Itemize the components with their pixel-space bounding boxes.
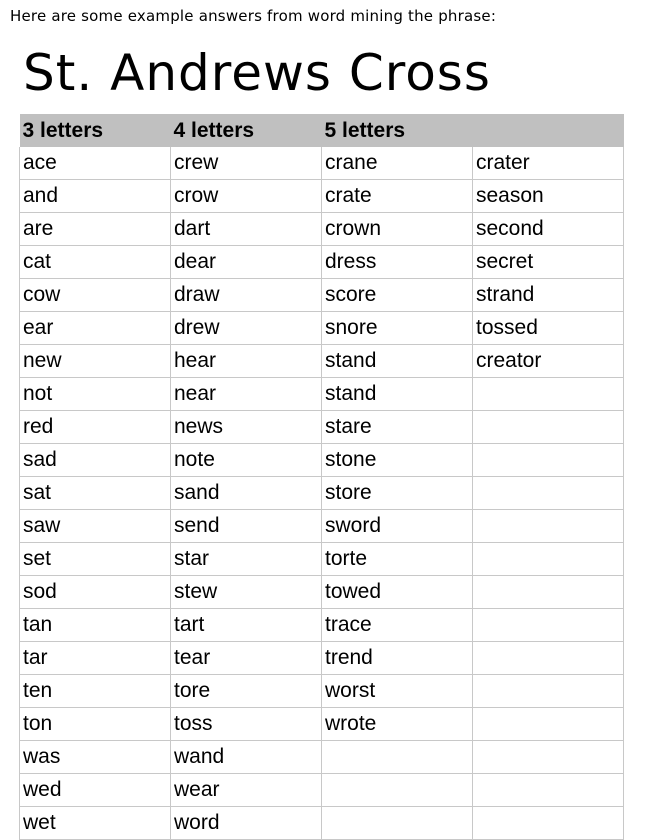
table-row [20, 708, 624, 741]
word-cell: crown [322, 213, 473, 246]
word-cell: trace [322, 609, 473, 642]
word-cell: stare [322, 411, 473, 444]
word-cell: star [171, 543, 322, 576]
word-cell [322, 807, 473, 840]
word-cell: second [473, 213, 624, 246]
word-cell: sod [20, 576, 171, 609]
table-row [20, 774, 624, 807]
word-cell: torte [322, 543, 473, 576]
table-row [20, 609, 624, 642]
word-cell: tart [171, 609, 322, 642]
table-row [20, 180, 624, 213]
table-row [20, 675, 624, 708]
word-cell: word [171, 807, 322, 840]
word-cell: ace [20, 147, 171, 180]
word-cell: hear [171, 345, 322, 378]
word-cell [473, 741, 624, 774]
word-cell: stone [322, 444, 473, 477]
word-cell: towed [322, 576, 473, 609]
table-row [20, 279, 624, 312]
word-cell: ton [20, 708, 171, 741]
word-cell: draw [171, 279, 322, 312]
word-cell: season [473, 180, 624, 213]
word-cell: wear [171, 774, 322, 807]
word-cell: ear [20, 312, 171, 345]
word-cell: was [20, 741, 171, 774]
word-cell [473, 642, 624, 675]
table-row [20, 345, 624, 378]
header-row [20, 114, 624, 147]
word-cell: ten [20, 675, 171, 708]
word-cell: toss [171, 708, 322, 741]
table-row [20, 378, 624, 411]
word-cell: sad [20, 444, 171, 477]
word-cell: secret [473, 246, 624, 279]
table-row [20, 642, 624, 675]
word-cell [473, 807, 624, 840]
word-cell: tan [20, 609, 171, 642]
word-cell [473, 609, 624, 642]
word-cell: dear [171, 246, 322, 279]
word-cell: cat [20, 246, 171, 279]
word-cell: crate [322, 180, 473, 213]
word-cell: wet [20, 807, 171, 840]
phrase-title: St. Andrews Cross [23, 44, 491, 102]
word-cell: dart [171, 213, 322, 246]
word-cell [473, 444, 624, 477]
table-row [20, 147, 624, 180]
word-cell [473, 477, 624, 510]
word-cell: cow [20, 279, 171, 312]
header-3-letters: 3 letters [20, 114, 171, 147]
word-cell: not [20, 378, 171, 411]
intro-text: Here are some example answers from word mining the phrase: [10, 7, 497, 25]
word-cell: wed [20, 774, 171, 807]
word-cell: tore [171, 675, 322, 708]
table-row [20, 246, 624, 279]
word-cell [473, 543, 624, 576]
table-row [20, 576, 624, 609]
word-cell: sat [20, 477, 171, 510]
table-row [20, 312, 624, 345]
word-cell [473, 774, 624, 807]
word-cell [473, 675, 624, 708]
word-cell: send [171, 510, 322, 543]
header-4-letters: 4 letters [171, 114, 322, 147]
table-row [20, 444, 624, 477]
header-5-letters: 5 letters [322, 114, 473, 147]
word-cell: snore [322, 312, 473, 345]
word-cell [473, 576, 624, 609]
word-cell: dress [322, 246, 473, 279]
table-row [20, 807, 624, 840]
word-cell: near [171, 378, 322, 411]
word-cell: stew [171, 576, 322, 609]
word-cell: are [20, 213, 171, 246]
word-cell: crater [473, 147, 624, 180]
word-cell: strand [473, 279, 624, 312]
word-cell: creator [473, 345, 624, 378]
word-cell [473, 378, 624, 411]
word-table [19, 114, 624, 840]
word-cell: trend [322, 642, 473, 675]
header-6-plus-letters [473, 114, 624, 147]
word-table-body [20, 147, 624, 840]
word-cell: note [171, 444, 322, 477]
word-cell [473, 510, 624, 543]
word-cell [322, 741, 473, 774]
word-cell: drew [171, 312, 322, 345]
word-cell: new [20, 345, 171, 378]
word-cell: tossed [473, 312, 624, 345]
word-cell: crow [171, 180, 322, 213]
word-cell [322, 774, 473, 807]
word-cell: worst [322, 675, 473, 708]
table-row [20, 543, 624, 576]
word-cell: news [171, 411, 322, 444]
word-cell: saw [20, 510, 171, 543]
word-cell: red [20, 411, 171, 444]
table-row [20, 510, 624, 543]
word-cell: stand [322, 345, 473, 378]
word-cell: tear [171, 642, 322, 675]
word-cell: and [20, 180, 171, 213]
word-cell: sand [171, 477, 322, 510]
word-cell: tar [20, 642, 171, 675]
word-cell: wand [171, 741, 322, 774]
word-cell: crew [171, 147, 322, 180]
word-cell: stand [322, 378, 473, 411]
word-cell: set [20, 543, 171, 576]
word-cell [473, 411, 624, 444]
table-row [20, 213, 624, 246]
table-row [20, 411, 624, 444]
word-cell: score [322, 279, 473, 312]
word-cell: store [322, 477, 473, 510]
table-row [20, 741, 624, 774]
word-cell: wrote [322, 708, 473, 741]
word-cell: sword [322, 510, 473, 543]
word-cell: crane [322, 147, 473, 180]
word-cell [473, 708, 624, 741]
table-row [20, 477, 624, 510]
